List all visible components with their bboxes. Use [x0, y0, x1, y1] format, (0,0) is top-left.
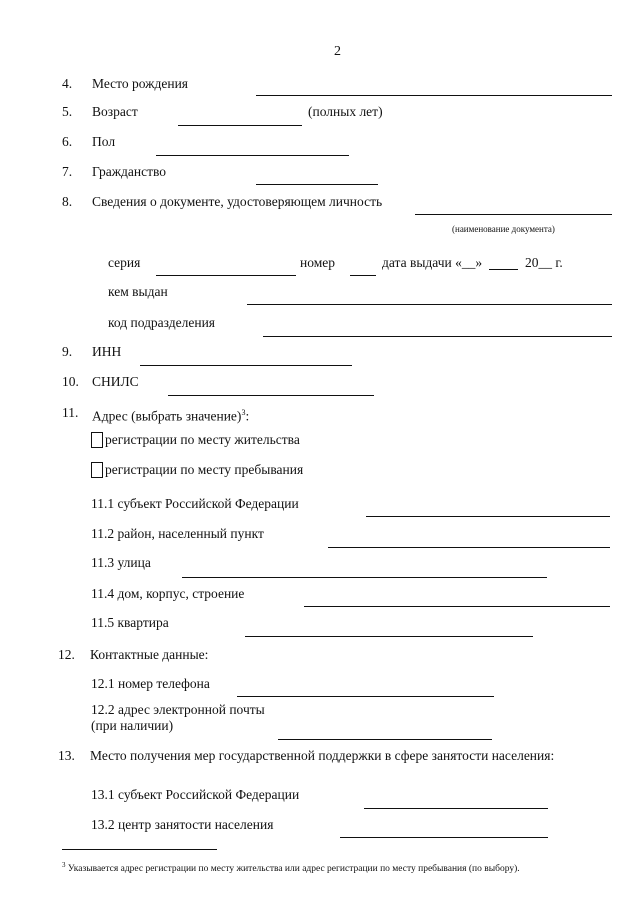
phone-label: 12.1 номер телефона — [91, 676, 210, 691]
document-caption: (наименование документа) — [452, 224, 555, 234]
snils-field[interactable] — [168, 395, 374, 396]
issued-by-field[interactable] — [247, 304, 612, 305]
item-number: 6. — [62, 134, 73, 149]
birthplace-label: Место рождения — [92, 76, 189, 91]
employment-center-label: 13.2 центр занятости населения — [91, 817, 274, 832]
citizenship-field[interactable] — [256, 184, 378, 185]
subject-rf-field[interactable] — [366, 516, 610, 517]
division-code-label: код подразделения — [108, 315, 216, 330]
footnote-ref: 3 — [241, 408, 246, 417]
footnote-mark: 3 — [62, 861, 66, 869]
email-field[interactable] — [278, 739, 492, 740]
residence-checkbox[interactable] — [91, 432, 103, 448]
stay-option-label: регистрации по месту пребывания — [105, 462, 304, 477]
issue-date-label: дата выдачи «__» — [382, 255, 483, 270]
district-label: 11.2 район, населенный пункт — [91, 526, 264, 541]
item-number: 10. — [62, 374, 79, 389]
issue-month-field[interactable] — [489, 269, 518, 270]
district-field[interactable] — [328, 547, 610, 548]
address-colon: : — [245, 408, 250, 424]
item-number: 8. — [62, 194, 73, 209]
age-label: Возраст — [92, 104, 138, 119]
apartment-label: 11.5 квартира — [91, 615, 169, 630]
residence-option-label: регистрации по месту жительства — [105, 432, 300, 447]
item-number: 7. — [62, 164, 73, 179]
item-number: 5. — [62, 104, 73, 119]
house-label: 11.4 дом, корпус, строение — [91, 586, 245, 601]
inn-field[interactable] — [140, 365, 352, 366]
division-code-field[interactable] — [263, 336, 612, 337]
footnote-divider — [62, 849, 217, 850]
email-label: 12.2 адрес электронной почты — [91, 702, 265, 717]
support-subject-field[interactable] — [364, 808, 548, 809]
footnote — [62, 857, 520, 877]
sex-field[interactable] — [156, 155, 349, 156]
issued-by-label: кем выдан — [108, 284, 168, 299]
item-number: 4. — [62, 76, 73, 91]
issue-year-label: 20__ г. — [525, 255, 563, 270]
page-number: 2 — [334, 44, 341, 59]
street-label: 11.3 улица — [91, 555, 151, 570]
number-label: номер — [300, 255, 336, 270]
item-number: 13. — [58, 748, 75, 763]
address-heading — [92, 405, 249, 425]
sex-label: Пол — [92, 134, 116, 149]
street-field[interactable] — [182, 577, 547, 578]
age-field[interactable] — [178, 125, 302, 126]
birthplace-field[interactable] — [256, 95, 612, 96]
series-field[interactable] — [156, 275, 296, 276]
citizenship-label: Гражданство — [92, 164, 167, 179]
address-label: Адрес (выбрать значение) — [92, 408, 242, 424]
phone-field[interactable] — [237, 696, 494, 697]
footnote-text: Указывается адрес регистрации по месту жительства или адрес регистрации по месту пребывания (по выбору). — [67, 864, 520, 875]
contacts-label: Контактные данные: — [90, 647, 209, 662]
document-name-field[interactable] — [415, 214, 612, 215]
house-field[interactable] — [304, 606, 610, 607]
number-field[interactable] — [350, 275, 376, 276]
apartment-field[interactable] — [245, 636, 533, 637]
subject-rf-label: 11.1 субъект Российской Федерации — [91, 496, 299, 511]
email-note: (при наличии) — [91, 718, 174, 733]
support-place-label: Место получения мер государственной поддержки в сфере занятости населения: — [90, 748, 555, 763]
item-number: 9. — [62, 344, 73, 359]
stay-checkbox[interactable] — [91, 462, 103, 478]
series-label: серия — [108, 255, 141, 270]
employment-center-field[interactable] — [340, 837, 548, 838]
snils-label: СНИЛС — [92, 374, 139, 389]
age-suffix: (полных лет) — [308, 104, 383, 119]
document-label: Сведения о документе, удостоверяющем личность — [92, 194, 383, 209]
inn-label: ИНН — [92, 344, 122, 359]
item-number: 11. — [62, 405, 79, 420]
item-number: 12. — [58, 647, 75, 662]
support-subject-label: 13.1 субъект Российской Федерации — [91, 787, 300, 802]
